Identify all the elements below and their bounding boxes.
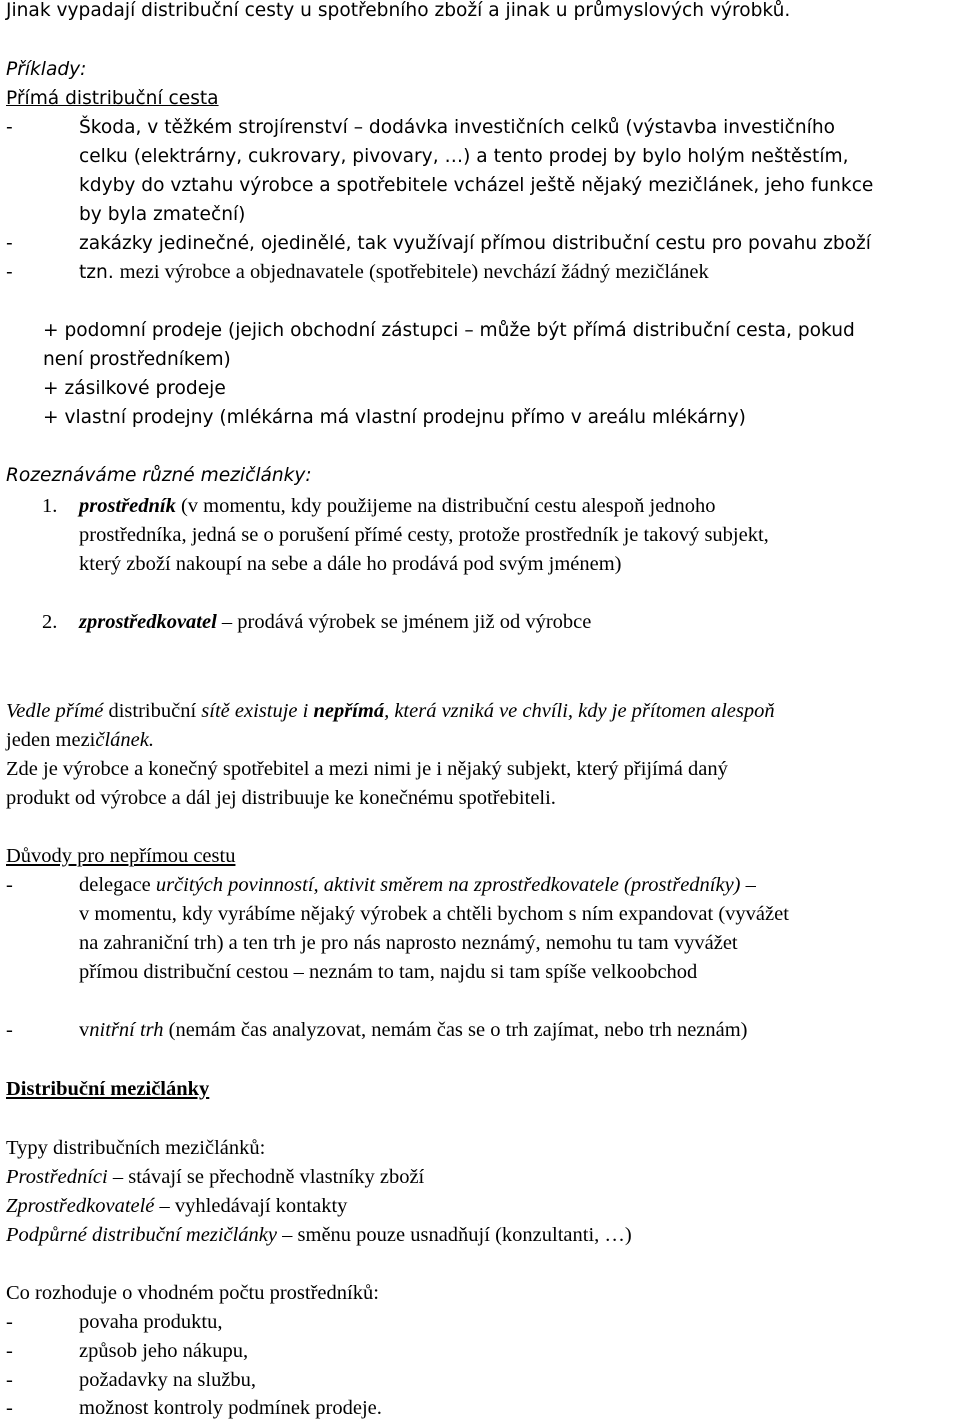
link-type-zprostredkovatele — [6, 1192, 347, 1221]
bullet-dash: - — [6, 874, 13, 896]
count-heading: Co rozhoduje o vhodném počtu prostředníků: — [6, 1282, 379, 1304]
item-text — [79, 608, 591, 637]
text-run: , která vzniká ve chvíli, kdy je přítomen alespoň — [384, 700, 775, 722]
list-item-text — [79, 258, 709, 287]
text-run: distribuční — [103, 700, 202, 722]
bullet-dash: - — [6, 1019, 13, 1041]
text-run: Zprostředkovatelé — [6, 1195, 155, 1217]
text-run: – směnu pouze usnadňují (konzultanti, …) — [277, 1224, 632, 1246]
list-item-text: zakázky jedinečné, ojedinělé, tak využívají přímou distribuční cestu pro povahu zboží — [79, 233, 871, 254]
reason-text: v momentu, kdy vyrábíme nějaký výrobek a chtěli bychom s ním expandovat (vyvážet — [79, 903, 789, 925]
indirect-paragraph-line4: produkt od výrobce a dál jej distribuuje ke konečnému spotřebiteli. — [6, 787, 556, 809]
list-item-text: celku (elektrárny, cukrovary, pivovary, …) a tento prodej by bylo holým neštěstím, — [79, 146, 849, 167]
text-run: jeden mezi — [6, 729, 96, 751]
list-item-text: by byla zmateční) — [79, 204, 246, 225]
abbrev-tzn: tzn. — [79, 262, 114, 283]
door-to-door-sales-cont: není prostředníkem) — [43, 349, 231, 370]
text-run: v — [79, 1019, 90, 1041]
mail-order-sales: + zásilkové prodeje — [43, 378, 226, 399]
item-text: prostředníka, jedná se o porušení přímé cesty, protože prostředník je takový subjekt, — [79, 524, 769, 546]
item-text — [79, 492, 716, 521]
text-run: – — [740, 874, 756, 896]
link-types-heading: Typy distribučních mezičlánků: — [6, 1137, 266, 1159]
indirect-paragraph-line3: Zde je výrobce a konečný spotřebitel a mezi nimi je i nějaký subjekt, který přijímá daný — [6, 758, 728, 780]
direct-channel-heading: Přímá distribuční cesta — [6, 88, 219, 109]
text-run: – stávají se přechodně vlastníky zboží — [107, 1166, 425, 1188]
item-text: který zboží nakoupí na sebe a dále ho prodává pod svým jménem) — [79, 553, 622, 575]
own-stores: + vlastní prodejny (mlékárna má vlastní prodejnu přímo v areálu mlékárny) — [43, 407, 746, 428]
text-run: určitých povinností, aktivit směrem na zprostředkovatele (prostředníky) — [155, 874, 741, 896]
bullet-dash: - — [6, 262, 13, 283]
list-item-text: požadavky na službu, — [79, 1369, 257, 1391]
door-to-door-sales: + podomní prodeje (jejich obchodní zástupci – může být přímá distribuční cesta, pokud — [43, 320, 855, 341]
term-definition: (v momentu, kdy použijeme na distribuční cestu alespoň jednoho — [175, 495, 716, 517]
indirect-paragraph-line2 — [6, 726, 154, 755]
intro-paragraph: Jinak vypadají distribuční cesty u spotřebního zboží a jinak u průmyslových výrobků. — [6, 0, 791, 21]
reason-text — [79, 1016, 748, 1045]
examples-heading: Příklady: — [6, 59, 87, 80]
distribution-links-heading: Distribuční mezičlánky — [6, 1078, 210, 1100]
text-run: (nemám čas analyzovat, nemám čas se o trh zajímat, nebo trh neznám) — [163, 1019, 748, 1041]
reason-text — [79, 871, 756, 900]
intermediaries-heading: Rozeznáváme různé mezičlánky: — [6, 465, 312, 486]
list-item-text: způsob jeho nákupu, — [79, 1340, 249, 1362]
text-run: Podpůrné distribuční mezičlánky — [6, 1224, 278, 1246]
text-run: článek. — [95, 729, 154, 751]
link-type-podpurne — [6, 1221, 632, 1250]
indirect-paragraph-line1 — [6, 697, 775, 726]
bullet-dash: - — [6, 1397, 13, 1419]
term-zprostredkovatel: zprostředkovatel — [79, 611, 217, 633]
bullet-dash: - — [6, 233, 13, 254]
reasons-heading: Důvody pro nepřímou cestu — [6, 845, 236, 867]
link-type-prostrednici — [6, 1163, 424, 1192]
term-neprima: nepřímá — [313, 700, 385, 722]
bullet-dash: - — [6, 117, 13, 138]
reason-text: na zahraniční trh) a ten trh je pro nás naprosto neznámý, nemohu tu tam vyvážet — [79, 932, 738, 954]
list-item-text: Škoda, v těžkém strojírenství – dodávka investičních celků (výstavba investičního — [79, 117, 836, 138]
text-run: delegace — [79, 874, 156, 896]
text-run: sítě existuje i — [201, 700, 314, 722]
text-run: – vyhledávají kontakty — [154, 1195, 348, 1217]
term-definition: – prodává výrobek se jménem již od výrobce — [216, 611, 592, 633]
bullet-dash: - — [6, 1369, 13, 1391]
text-run: nitřní trh — [89, 1019, 164, 1041]
bullet-dash: - — [6, 1340, 13, 1362]
list-item-text-rest: mezi výrobce a objednavatele (spotřebitele) nevchází žádný mezičlánek — [119, 261, 709, 283]
list-item-text: možnost kontroly podmínek prodeje. — [79, 1397, 382, 1419]
text-run: Prostředníci — [6, 1166, 108, 1188]
item-number: 1. — [42, 495, 58, 517]
list-item-text: kdyby do vztahu výrobce a spotřebitele vcházel ještě nějaký mezičlánek, jeho funkce — [79, 175, 874, 196]
reason-text: přímou distribuční cestou – neznám to tam, najdu si tam spíše velkoobchod — [79, 961, 698, 983]
term-prostrednik: prostředník — [79, 495, 176, 517]
bullet-dash: - — [6, 1311, 13, 1333]
text-run: Vedle přímé — [6, 700, 104, 722]
item-number: 2. — [42, 611, 58, 633]
list-item-text: povaha produktu, — [79, 1311, 223, 1333]
